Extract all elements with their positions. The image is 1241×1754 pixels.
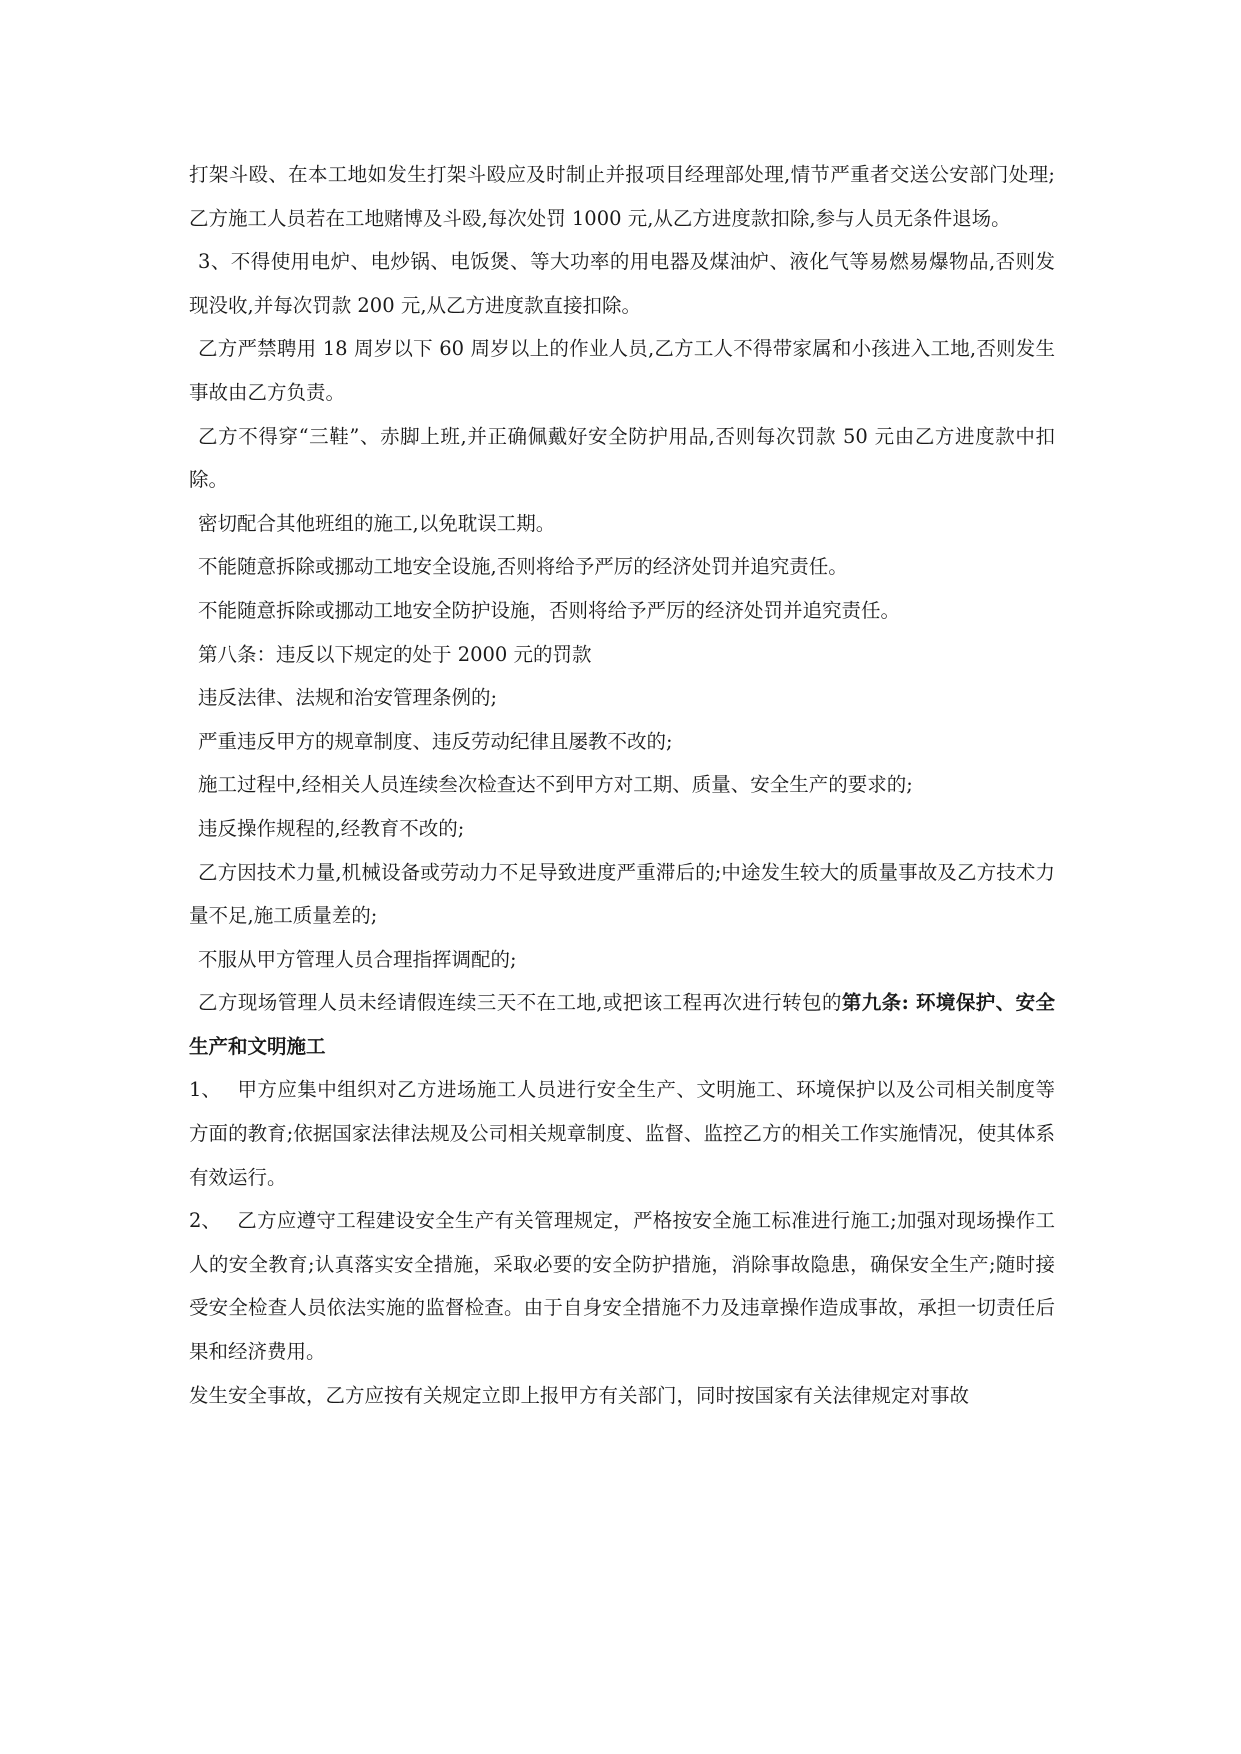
paragraph-absence-text: 乙方现场管理人员未经请假连续三天不在工地,或把该工程再次进行转包的 [198,991,842,1015]
paragraph-rule-violation: 严重违反甲方的规章制度、违反劳动纪律且屡教不改的; [198,729,673,753]
list-item-number: 1、 [189,1078,221,1102]
paragraph-absence-and-article-nine [189,981,1055,1068]
paragraph-safety-gear: 乙方不得穿“三鞋”、赤脚上班,并正确佩戴好安全防护用品,否则每次罚款 50 元由乙方进度款中扣除。 [189,424,1055,492]
paragraph-safety-facilities: 不能随意拆除或挪动工地安全设施,否则将给予严厉的经济处罚并追究责任。 [198,555,848,579]
paragraph-safety-protection-facilities: 不能随意拆除或挪动工地安全防护设施，否则将给予严厉的经济处罚并追究责任。 [198,598,901,622]
paragraph-age-restriction: 乙方严禁聘用 18 周岁以下 60 周岁以上的作业人员,乙方工人不得带家属和小孩进入工地,否则发生事故由乙方负责。 [189,337,1055,404]
list-item-number: 2、 [189,1209,221,1233]
list-item [189,1199,1055,1373]
list-item-text: 甲方应集中组织对乙方进场施工人员进行安全生产、文明施工、环境保护以及公司相关制度等方面的教育;依据国家法律法规及公司相关规章制度、监督、监控乙方的相关工作实施情况，使其体系有效运行。 [189,1078,1055,1189]
paragraph-electrical-appliances: 3、不得使用电炉、电炒锅、电饭煲、等大功率的用电器及煤油炉、液化气等易燃易爆物品,否则发现没收,并每次罚款 200 元,从乙方进度款直接扣除。 [189,250,1055,317]
paragraph-fighting-penalty: 打架斗殴、在本工地如发生打架斗殴应及时制止并报项目经理部处理,情节严重者交送公安部门处理;乙方施工人员若在工地赌博及斗殴,每次处罚 1000 元,从乙方进度款扣除,参与人员无条件退场。 [189,163,1055,230]
paragraph-operation-violation: 违反操作规程的,经教育不改的; [198,816,465,840]
paragraph-cooperation: 密切配合其他班组的施工,以免耽误工期。 [198,511,556,535]
document-body [189,153,1055,1417]
paragraph-disobey-management: 不服从甲方管理人员合理指挥调配的; [198,947,517,971]
paragraph-law-violation: 违反法律、法规和治安管理条例的; [198,686,498,710]
paragraph-accident-report: 发生安全事故，乙方应按有关规定立即上报甲方有关部门，同时按国家有关法律规定对事故 [189,1383,970,1407]
article-eight-heading: 第八条：违反以下规定的处于 2000 元的罚款 [198,642,592,666]
list-item-text: 乙方应遵守工程建设安全生产有关管理规定，严格按安全施工标准进行施工;加强对现场操作工人的安全教育;认真落实安全措施，采取必要的安全防护措施，消除事故隐患，确保安全生产;随时接受安全检查人员依法实施的监督检查。由于自身安全措施不力及违章操作造成事故，承担一切责任后果和经济费用。 [189,1209,1055,1364]
list-item [189,1068,1055,1199]
paragraph-inspection-failure: 施工过程中,经相关人员连续叁次检查达不到甲方对工期、质量、安全生产的要求的; [198,773,913,797]
paragraph-progress-delay: 乙方因技术力量,机械设备或劳动力不足导致进度严重滞后的;中途发生较大的质量事故及乙方技术力量不足,施工质量差的; [189,860,1055,928]
article-nine-heading: 第九条: 环境保护、安全生产和文明施工 [189,991,1055,1058]
